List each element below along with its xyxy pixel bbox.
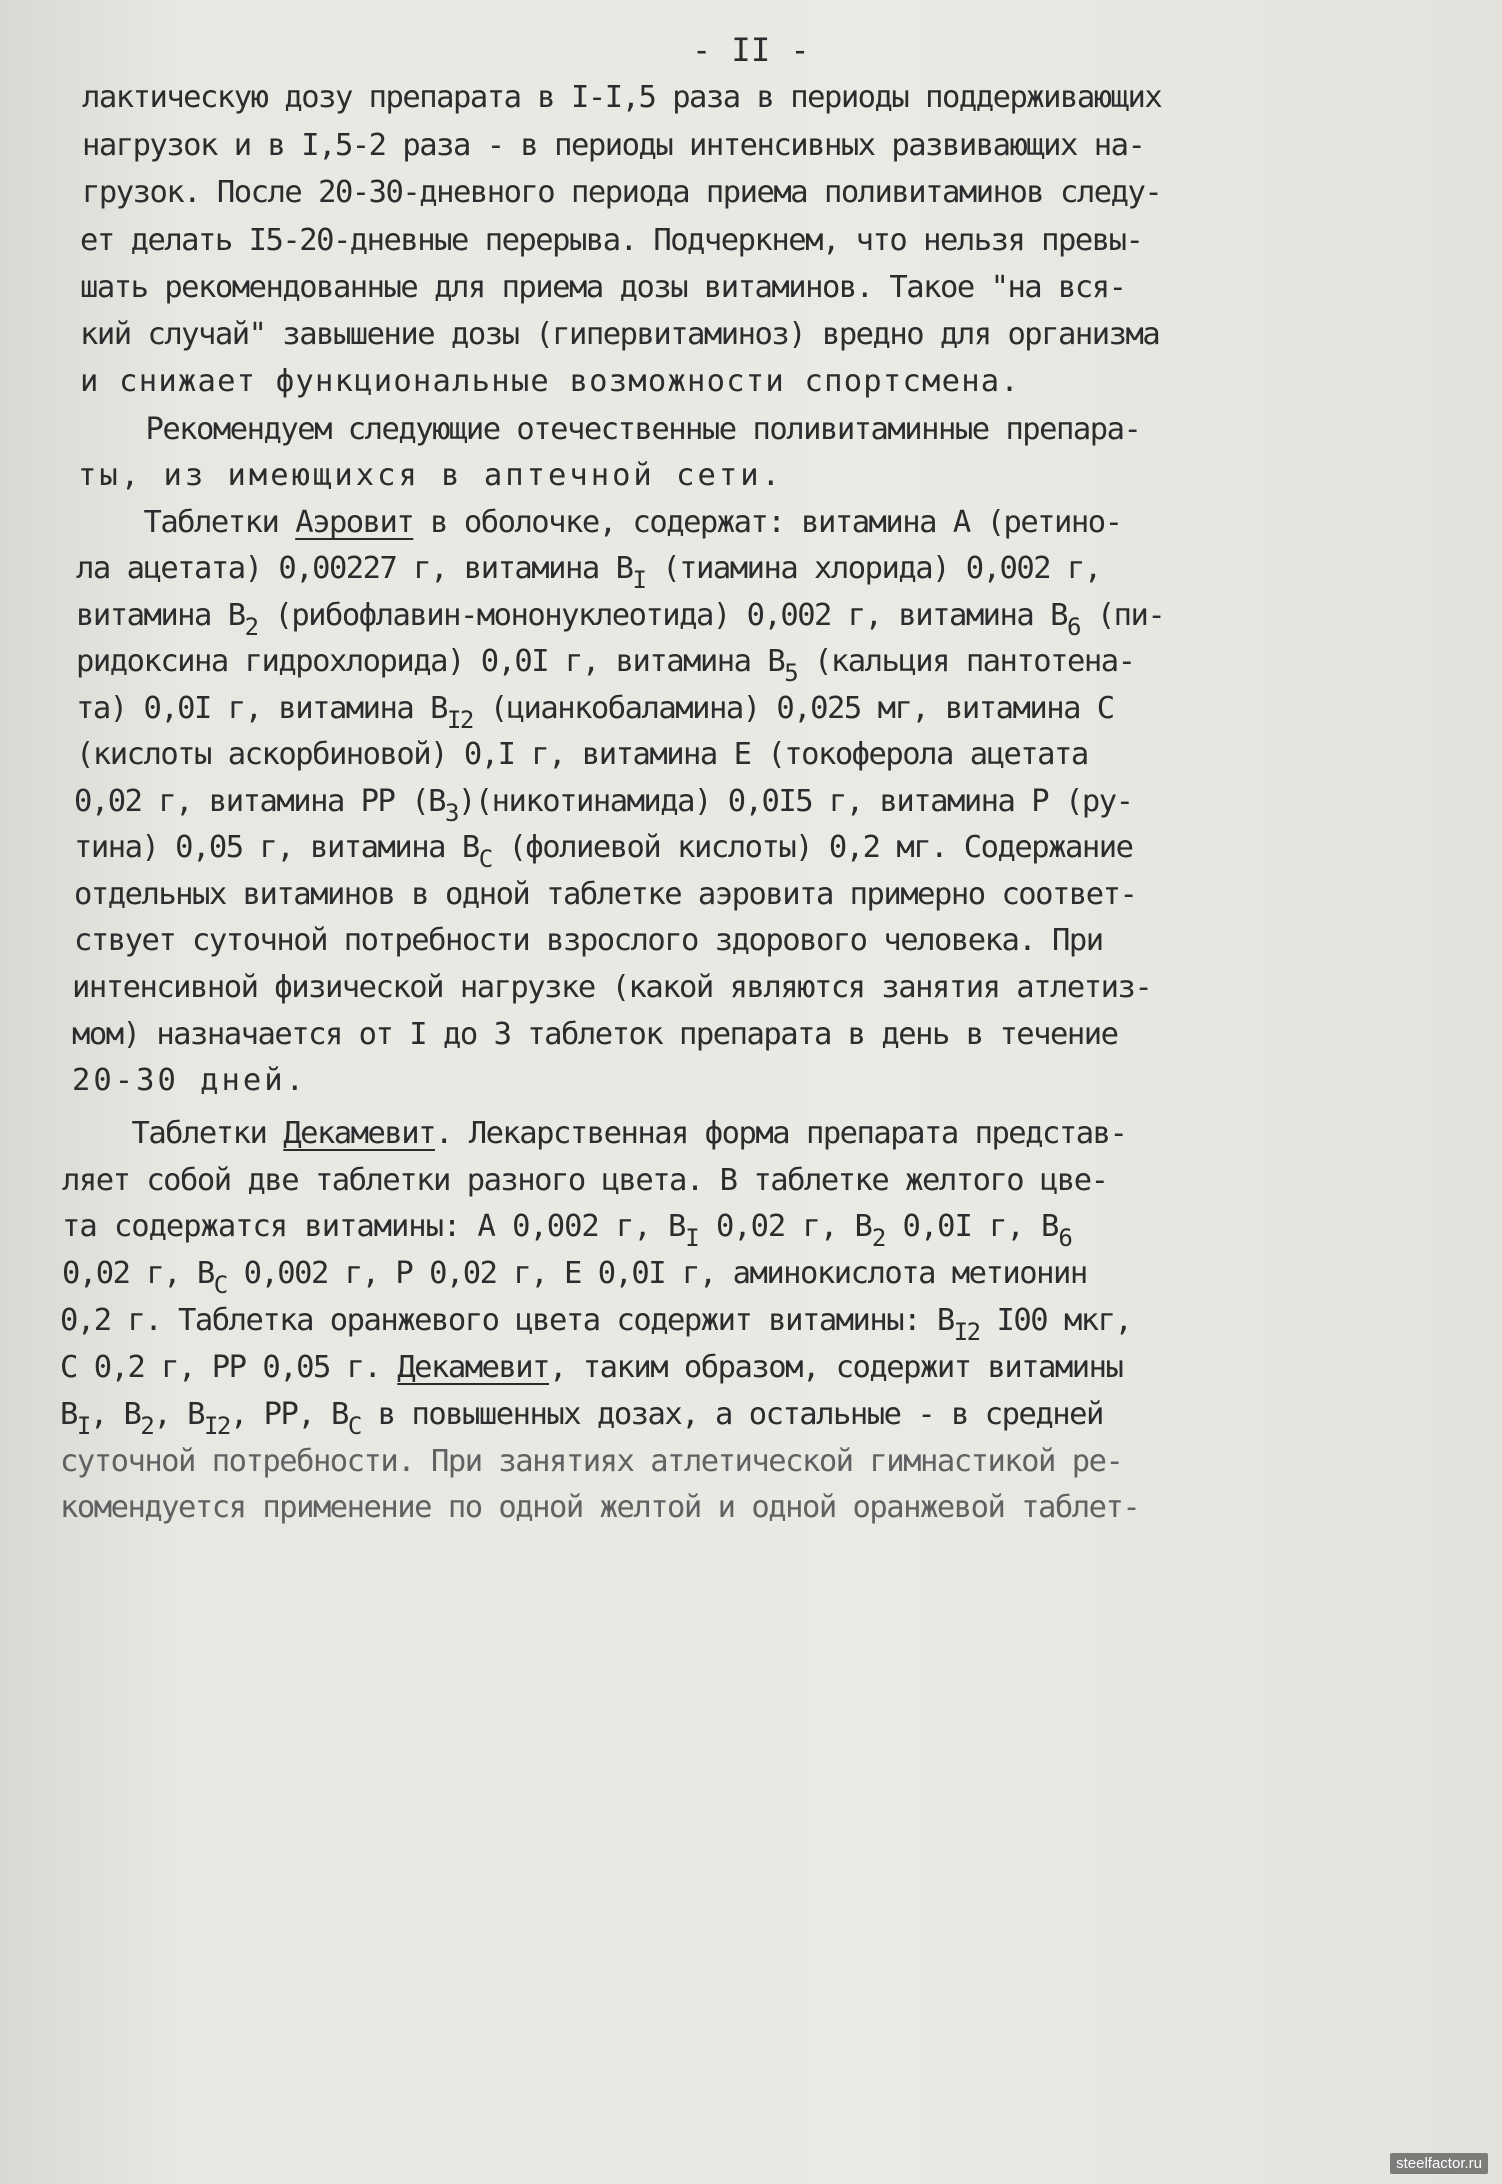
text-line: 20-30 дней. bbox=[72, 1063, 307, 1098]
text-line: (кислоты аскорбиновой) 0,I г, витамина Е (токоферола ацетата bbox=[76, 737, 1088, 772]
text-line: кий случай" завышение дозы (гипервитаминоз) вредно для организма bbox=[80, 317, 1160, 352]
text-line: суточной потребности. При занятиях атлетической гимнастикой ре- bbox=[60, 1444, 1123, 1479]
source-watermark: steelfactor.ru bbox=[1390, 2153, 1488, 2174]
text-line: ты, из имеющихся в аптечной сети. bbox=[78, 458, 783, 493]
text-line: ляет собой две таблетки разного цвета. В таблетке желтого цве- bbox=[62, 1163, 1108, 1198]
page-number: - II - bbox=[692, 31, 810, 69]
text-line: та) 0,0I г, витамина $B_{I2}$ (цианкобаламина) 0,025 мг, витамина С bbox=[76, 691, 1114, 734]
text-line: интенсивной физической нагрузке (какой являются занятия атлетиз- bbox=[72, 970, 1152, 1005]
text-line: ридоксина гидрохлорида) 0,0I г, витамина $B_5$ (кальция пантотена- bbox=[76, 644, 1135, 687]
text-line: Рекомендуем следующие отечественные поливитаминные препара- bbox=[78, 412, 1141, 447]
text-line: мом) назначается от I до 3 таблеток препарата в день в течение bbox=[72, 1017, 1118, 1052]
text-line: отдельных витаминов в одной таблетке аэровита примерно соответ- bbox=[74, 877, 1137, 912]
text-line: нагрузок и в I,5-2 раза - в периоды интенсивных развивающих на- bbox=[82, 128, 1145, 163]
text-line: тина) 0,05 г, витамина $B_C$ (фолиевой кислоты) 0,2 мг. Содержание bbox=[74, 830, 1133, 873]
text-line: ет делать I5-20-дневные перерыва. Подчеркнем, что нельзя превы- bbox=[80, 223, 1143, 258]
text-line: 0,2 г. Таблетка оранжевого цвета содержит витамины: $B_{I2}$ I00 мкг, bbox=[60, 1303, 1132, 1346]
text-line: ствует суточной потребности взрослого здорового человека. При bbox=[74, 923, 1103, 958]
text-line: Таблетки Аэровит в оболочке, содержат: витамина А (ретино- bbox=[76, 505, 1122, 540]
text-line: 0,02 г, витамина PP $(B_3)(никотинамида)$ 0,0I5 г, витамина Р (ру- bbox=[74, 784, 1133, 827]
text-line: комендуется применение по одной желтой и одной оранжевой таблет- bbox=[60, 1490, 1140, 1525]
text-line: и снижает функциональные возможности спортсмена. bbox=[80, 364, 1020, 399]
text-line: лактическую дозу препарата в I-I,5 раза в периоды поддерживающих bbox=[82, 80, 1162, 115]
text-line: $B_I$, $B_2$, $B_{I2}$, PP, $B_C$ в повышенных дозах, а остальные - в средней bbox=[60, 1397, 1103, 1440]
text-line: грузок. После 20-30-дневного периода приема поливитаминов следу- bbox=[82, 175, 1162, 210]
text-line: Таблетки Декамевит. Лекарственная форма препарата представ- bbox=[64, 1116, 1127, 1151]
text-line: ла ацетата) 0,00227 г, витамина $B_I$ (тиамина хлорида) 0,002 г, bbox=[76, 551, 1101, 594]
text-line: С 0,2 г, PP 0,05 г. Декамевит, таким образом, содержит витамины bbox=[60, 1350, 1123, 1385]
text-line: шать рекомендованные для приема дозы витаминов. Такое "на вся- bbox=[80, 270, 1126, 305]
text-line: 0,02 г, $B_C$ 0,002 г, Р 0,02 г, Е 0,0I г, аминокислота метионин bbox=[62, 1256, 1087, 1299]
text-line: та содержатся витамины: А 0,002 г, $B_I$ 0,02 г, $B_2$ 0,0I г, $B_6$ bbox=[62, 1209, 1072, 1252]
text-line: витамина $B_2$ (рибофлавин-мононуклеотида) 0,002 г, витамина $B_6$ (пи- bbox=[76, 598, 1165, 641]
